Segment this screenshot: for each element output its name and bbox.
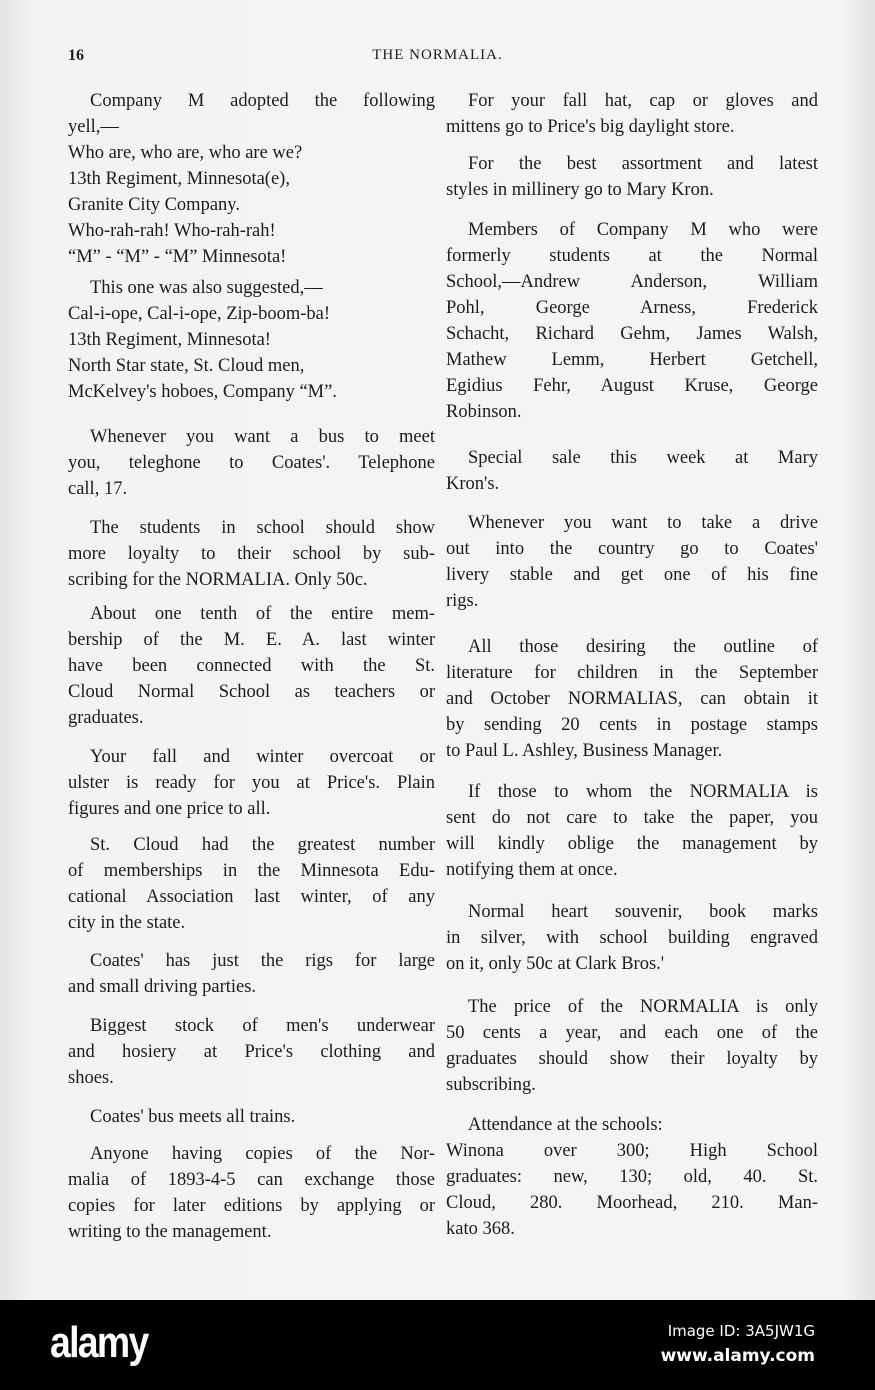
paragraph-line: Kron's. bbox=[446, 474, 500, 494]
running-title: THE NORMALIA. bbox=[372, 47, 503, 63]
paragraph-line: subscribing. bbox=[446, 1075, 536, 1095]
paragraph-line: copies for later editions by applying or bbox=[68, 1196, 435, 1216]
paragraph-line: writing to the management. bbox=[68, 1222, 272, 1242]
paragraph-line: Robinson. bbox=[446, 402, 522, 422]
paragraph-line: Special sale this week at Mary bbox=[468, 448, 818, 468]
paragraph-line: For the best assortment and latest bbox=[468, 154, 818, 174]
paragraph-line: shoes. bbox=[68, 1068, 114, 1088]
paragraph-line: mittens go to Price's big daylight store. bbox=[446, 117, 735, 137]
paragraph-line: Granite City Company. bbox=[68, 195, 240, 215]
paragraph-line: St. Cloud had the greatest number bbox=[90, 835, 435, 855]
paragraph-line: formerly students at the Normal bbox=[446, 246, 818, 266]
paragraph-line: This one was also suggested,— bbox=[90, 278, 323, 298]
paragraph-line: ulster is ready for you at Price's. Plain bbox=[68, 773, 435, 793]
paragraph-line: you, teleghone to Coates'. Telephone bbox=[68, 453, 435, 473]
paragraph-line: and October NORMALIAS, can obtain it bbox=[446, 689, 818, 709]
paragraph-line: more loyalty to their school by sub- bbox=[68, 544, 435, 564]
paragraph-line: Attendance at the schools: bbox=[468, 1115, 663, 1135]
paragraph-line: out into the country go to Coates' bbox=[446, 539, 818, 559]
watermark-banner bbox=[0, 1300, 875, 1390]
image-id: Image ID: 3A5JW1G bbox=[667, 1322, 815, 1340]
paragraph-line: styles in millinery go to Mary Kron. bbox=[446, 180, 714, 200]
paragraph-line: Cloud Normal School as teachers or bbox=[68, 682, 435, 702]
paragraph-line: bership of the M. E. A. last winter bbox=[68, 630, 435, 650]
paragraph-line: Normal heart souvenir, book marks bbox=[468, 902, 818, 922]
paragraph-line: If those to whom the NORMALIA is bbox=[468, 782, 818, 802]
paragraph-line: Pohl, George Arness, Frederick bbox=[446, 298, 818, 318]
paragraph-line: Anyone having copies of the Nor- bbox=[90, 1144, 435, 1164]
page-number: 16 bbox=[68, 47, 84, 64]
paragraph-line: malia of 1893-4-5 can exchange those bbox=[68, 1170, 435, 1190]
paragraph-line: All those desiring the outline of bbox=[468, 637, 818, 657]
paragraph-line: The price of the NORMALIA is only bbox=[468, 997, 818, 1017]
paragraph-line: rigs. bbox=[446, 591, 479, 611]
paragraph-line: figures and one price to all. bbox=[68, 799, 271, 819]
paragraph-line: Coates' has just the rigs for large bbox=[90, 951, 435, 971]
paragraph-line: For your fall hat, cap or gloves and bbox=[468, 91, 818, 111]
paragraph-line: call, 17. bbox=[68, 479, 128, 499]
paragraph-line: and small driving parties. bbox=[68, 977, 257, 997]
paragraph-line: on it, only 50c at Clark Bros.' bbox=[446, 954, 665, 974]
paragraph-line: graduates: new, 130; old, 40. St. bbox=[446, 1167, 818, 1187]
paragraph-line: scribing for the NORMALIA. Only 50c. bbox=[68, 570, 368, 590]
paragraph-line: cational Association last winter, of any bbox=[68, 887, 435, 907]
paragraph-line: Members of Company M who were bbox=[468, 220, 818, 240]
paragraph-line: Biggest stock of men's underwear bbox=[90, 1016, 435, 1036]
paragraph-line: Egidius Fehr, August Kruse, George bbox=[446, 376, 818, 396]
paragraph-line: McKelvey's hoboes, Company “M”. bbox=[68, 382, 337, 402]
paragraph-line: 13th Regiment, Minnesota(e), bbox=[68, 169, 290, 189]
paragraph-line: Schacht, Richard Gehm, James Walsh, bbox=[446, 324, 818, 344]
paragraph-line: 13th Regiment, Minnesota! bbox=[68, 330, 271, 350]
paragraph-line: 50 cents a year, and each one of the bbox=[446, 1023, 818, 1043]
alamy-logo: alamy bbox=[50, 1318, 148, 1367]
paragraph-line: Company M adopted the following bbox=[90, 91, 435, 111]
paragraph-line: livery stable and get one of his fine bbox=[446, 565, 818, 585]
paragraph-line: graduates. bbox=[68, 708, 144, 728]
paragraph-line: The students in school should show bbox=[90, 518, 435, 538]
paragraph-line: Mathew Lemm, Herbert Getchell, bbox=[446, 350, 818, 370]
paragraph-line: graduates should show their loyalty by bbox=[446, 1049, 818, 1069]
paragraph-line: to Paul L. Ashley, Business Manager. bbox=[446, 741, 723, 761]
paragraph-line: by sending 20 cents in postage stamps bbox=[446, 715, 818, 735]
paragraph-line: have been connected with the St. bbox=[68, 656, 435, 676]
paragraph-line: of memberships in the Minnesota Edu- bbox=[68, 861, 435, 881]
paragraph-line: and hosiery at Price's clothing and bbox=[68, 1042, 435, 1062]
paragraph-line: Coates' bus meets all trains. bbox=[90, 1107, 296, 1127]
paragraph-line: yell,— bbox=[68, 117, 119, 137]
paragraph-line: Who-rah-rah! Who-rah-rah! bbox=[68, 221, 276, 241]
paragraph-line: North Star state, St. Cloud men, bbox=[68, 356, 305, 376]
paragraph-line: Who are, who are, who are we? bbox=[68, 143, 303, 163]
paragraph-line: “M” - “M” - “M” Minnesota! bbox=[68, 247, 287, 267]
paragraph-line: Your fall and winter overcoat or bbox=[90, 747, 435, 767]
paragraph-line: Winona over 300; High School bbox=[446, 1141, 818, 1161]
paragraph-line: Cal-i-ope, Cal-i-ope, Zip-boom-ba! bbox=[68, 304, 330, 324]
paragraph-line: notifying them at once. bbox=[446, 860, 618, 880]
paragraph-line: in silver, with school building engraved bbox=[446, 928, 818, 948]
paragraph-line: sent do not care to take the paper, you bbox=[446, 808, 818, 828]
paragraph-line: Whenever you want a bus to meet bbox=[90, 427, 435, 447]
paragraph-line: Whenever you want to take a drive bbox=[468, 513, 818, 533]
paragraph-line: School,—Andrew Anderson, William bbox=[446, 272, 818, 292]
paragraph-line: city in the state. bbox=[68, 913, 186, 933]
site-url: www.alamy.com bbox=[660, 1346, 815, 1366]
paragraph-line: literature for children in the September bbox=[446, 663, 818, 683]
paragraph-line: Cloud, 280. Moorhead, 210. Man- bbox=[446, 1193, 818, 1213]
paragraph-line: About one tenth of the entire mem- bbox=[90, 604, 435, 624]
paragraph-line: kato 368. bbox=[446, 1219, 515, 1239]
paragraph-line: will kindly oblige the management by bbox=[446, 834, 818, 854]
